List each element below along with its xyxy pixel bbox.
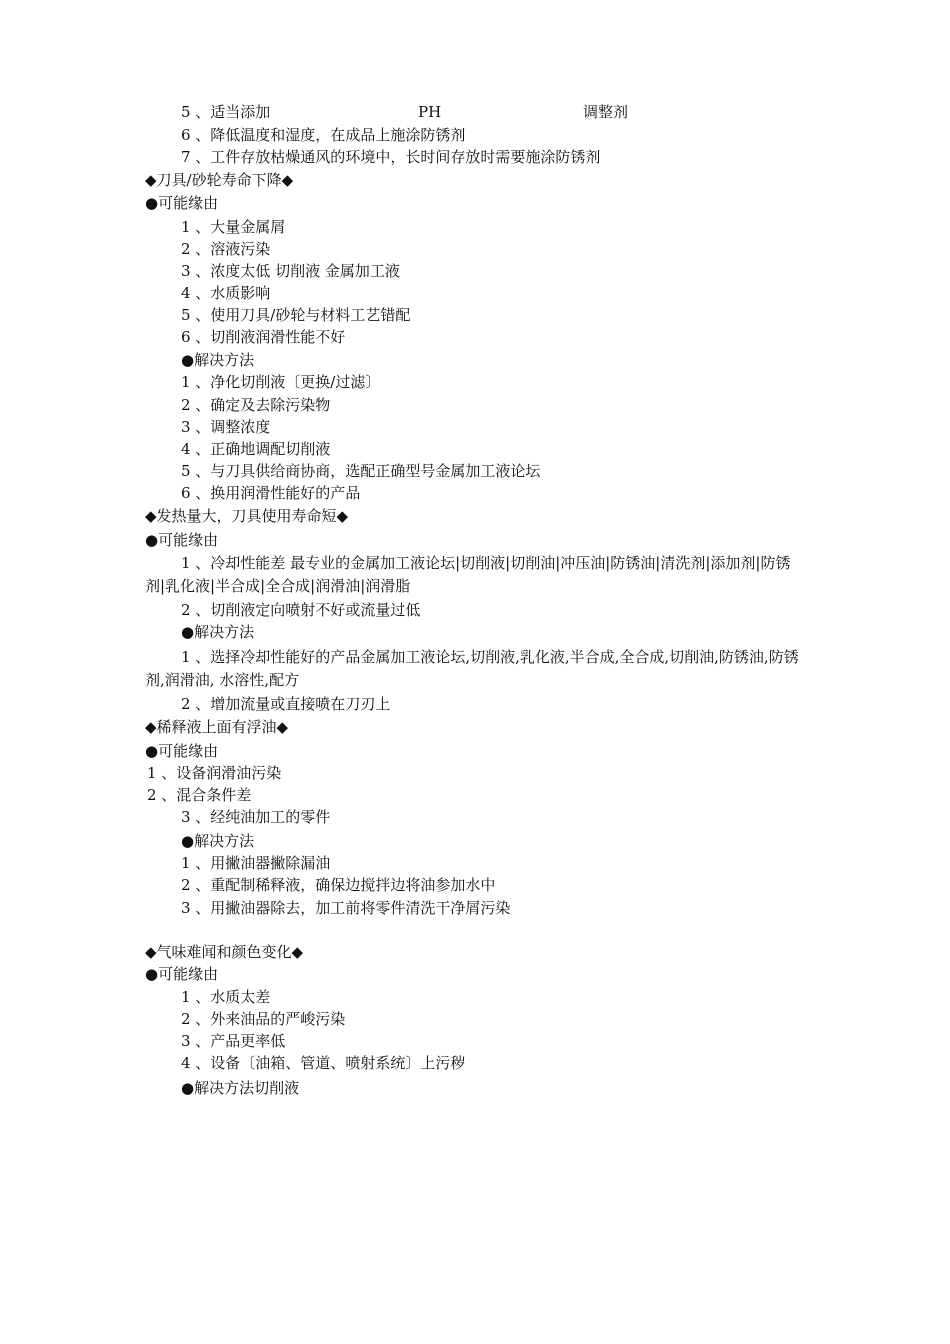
text-line: 1 、大量金属屑 xyxy=(181,218,286,236)
text-line: 5 、与刀具供给商协商，选配正确型号金属加工液论坛 xyxy=(181,462,541,480)
text-line: ●可能缘由 xyxy=(145,742,219,760)
text-line: 5 、使用刀具/砂轮与材料工艺错配 xyxy=(181,306,411,324)
text-line: 2 、重配制稀释液，确保边搅拌边将油参加水中 xyxy=(181,876,496,894)
text-line: 4 、正确地调配切削液 xyxy=(181,440,331,458)
text-line: ●解决方法切削液 xyxy=(181,1079,300,1097)
text-line: 3 、用撇油器除去，加工前将零件清洗干净屑污染 xyxy=(181,899,511,917)
text-line: 1 、用撇油器撇除漏油 xyxy=(181,854,331,872)
text-line: 3 、调整浓度 xyxy=(181,418,271,436)
text-paragraph: 1 、选择冷却性能好的产品金属加工液论坛,切削液,乳化液,半合成,全合成,切削油,防锈油,防锈剂,润滑油, 水溶性,配方 xyxy=(145,648,799,689)
section-heading: ◆刀具/砂轮寿命下降◆ xyxy=(145,171,294,189)
text-line: 6 、降低温度和湿度，在成品上施涂防锈剂 xyxy=(181,126,466,144)
text-line: 4 、水质影响 xyxy=(181,284,271,302)
text-line: 1 、水质太差 xyxy=(181,988,271,1006)
text-line: ●可能缘由 xyxy=(145,531,219,549)
text-line: 2 、外来油品的严峻污染 xyxy=(181,1010,346,1028)
text-line: ●解决方法 xyxy=(181,832,255,850)
text-line: 4 、设备〔油箱、管道、喷射系统〕上污秽 xyxy=(181,1054,466,1072)
text-line: 6 、切削液润滑性能不好 xyxy=(181,328,346,346)
text-paragraph: 1 、冷却性能差 最专业的金属加工液论坛|切削液|切削油|冲压油|防锈油|清洗剂|添加剂|防锈剂|乳化液|半合成|全合成|润滑油|润滑脂 xyxy=(145,554,791,595)
section-heading: ◆稀释液上面有浮油◆ xyxy=(145,718,289,736)
text-line: ●可能缘由 xyxy=(145,194,219,212)
text-line: 1 、净化切削液〔更换/过滤〕 xyxy=(181,373,381,391)
text-line: 3 、浓度太低 切削液 金属加工液 xyxy=(181,262,400,280)
section-heading: ◆气味难闻和颜色变化◆ xyxy=(145,943,304,961)
section-heading: ◆发热量大，刀具使用寿命短◆ xyxy=(145,507,349,525)
text-line: 2 、切削液定向喷射不好或流量过低 xyxy=(181,601,421,619)
text-line: 调整剂 xyxy=(583,103,629,121)
text-line: PH xyxy=(418,103,442,121)
text-line: 7 、工件存放枯燥通风的环境中，长时间存放时需要施涂防锈剂 xyxy=(181,148,601,166)
text-line: 2 、溶液污染 xyxy=(181,240,271,258)
text-line: 1 、设备润滑油污染 xyxy=(147,764,282,782)
text-line: 3 、经纯油加工的零件 xyxy=(181,808,331,826)
text-line: ●可能缘由 xyxy=(145,965,219,983)
text-line: 3 、产品更率低 xyxy=(181,1032,286,1050)
text-line: ●解决方法 xyxy=(181,623,255,641)
text-line: 2 、混合条件差 xyxy=(147,786,252,804)
text-line: ●解决方法 xyxy=(181,351,255,369)
text-line: 6 、换用润滑性能好的产品 xyxy=(181,484,361,502)
text-line: 5 、适当添加 xyxy=(181,103,271,121)
text-line: 2 、增加流量或直接喷在刀刃上 xyxy=(181,695,391,713)
text-line: 2 、确定及去除污染物 xyxy=(181,396,331,414)
